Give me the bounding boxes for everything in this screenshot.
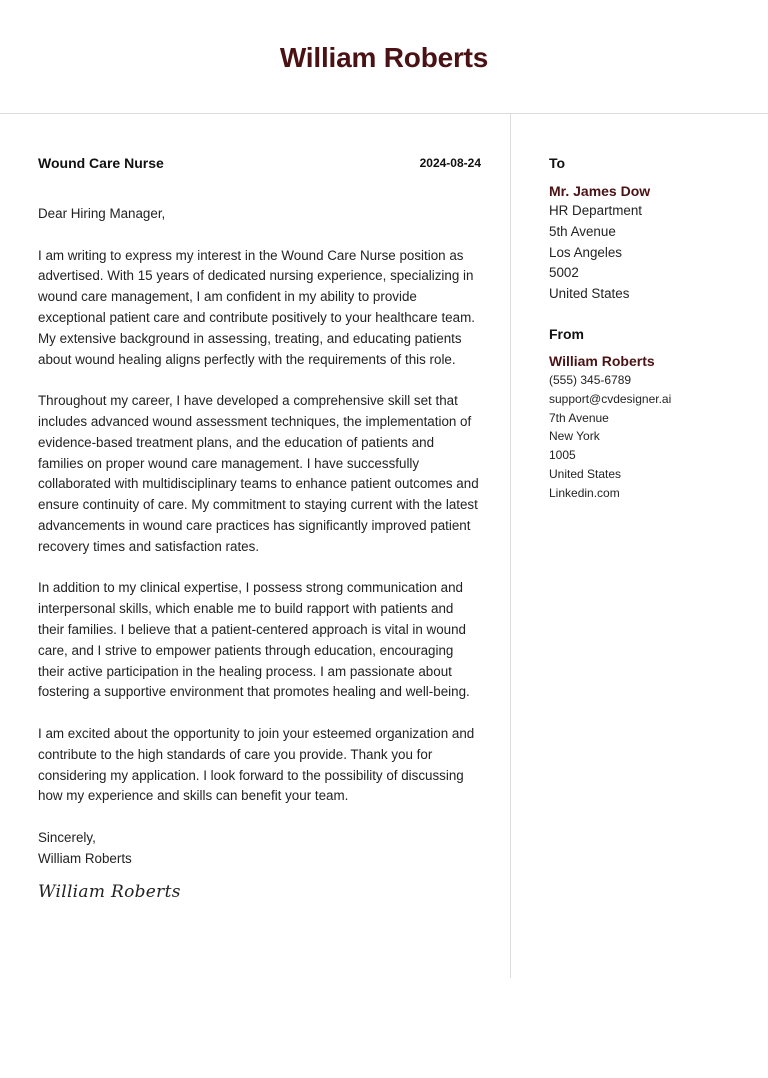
page-header	[0, 0, 768, 114]
sidebar	[549, 152, 759, 503]
paragraph-intro: I am writing to express my interest in the Wound Care Nurse position as advertised. With 15 years of dedicated nursing experience, specializing in wound care management, I am confident in my ability to provide exceptional patient care and contribute positively to your healthcare team. My extensive background in assessing, treating, and educating patients about wound healing aligns perfectly with the requirements of this role.	[38, 247, 475, 367]
sender-name: William Roberts	[549, 352, 655, 369]
closing-name: William Roberts	[38, 850, 132, 866]
sender-street: 7th Avenue	[549, 410, 609, 425]
paragraph-interpersonal: In addition to my clinical expertise, I possess strong communication and interpersonal skills, which enable me to build rapport with patients and their families. I believe that a patient-centered approach is vital in wound care, and I strive to empower patients through education, encouraging their active participation in the healing process. I am passionate about fostering a supportive environment that promotes healing and well-being.	[38, 580, 470, 700]
sender-zip: 1005	[549, 448, 576, 463]
paragraph-skills: Throughout my career, I have developed a comprehensive skill set that includes advanced wound assessment techniques, the implementation of evidence-based treatment plans, and the education of patients and families on proper wound care management. I have successfully collaborated with multidisciplinary teams to enhance patient outcomes and ensure continuity of care. My commitment to staying current with the latest advancements in wound care practices has significantly improved patient recovery times and satisfaction rates.	[38, 393, 479, 554]
sender-city: New York	[549, 429, 600, 444]
letter-paragraphs	[38, 246, 481, 808]
recipient-country: United States	[549, 286, 630, 302]
sender-heading: From	[549, 325, 584, 342]
sender-website: Linkedin.com	[549, 485, 620, 500]
greeting: Dear Hiring Manager,	[38, 206, 166, 221]
job-title: Wound Care Nurse	[38, 155, 164, 171]
sender-country: United States	[549, 466, 622, 481]
recipient-name: Mr. James Dow	[549, 183, 651, 199]
recipient-city: Los Angeles	[549, 244, 622, 260]
recipient-block	[549, 152, 759, 305]
letter-body	[38, 152, 481, 902]
applicant-name-title: William Roberts	[279, 42, 489, 73]
recipient-heading: To	[549, 155, 566, 171]
letter-meta-row	[38, 152, 481, 174]
closing-block	[38, 828, 481, 870]
recipient-zip: 5002	[549, 265, 579, 281]
letter-date: 2024-08-24	[419, 156, 481, 170]
column-divider	[510, 114, 511, 978]
recipient-street: 5th Avenue	[549, 223, 616, 239]
closing-salutation: Sincerely,	[38, 829, 96, 845]
recipient-department: HR Department	[549, 203, 643, 218]
sender-phone: (555) 345-6789	[549, 372, 632, 387]
sender-email: support@cvdesigner.ai	[549, 391, 672, 406]
sender-block	[549, 323, 759, 503]
paragraph-closing: I am excited about the opportunity to join your esteemed organization and contribute to the high standards of care you provide. Thank you for considering my application. I look forward to the possibility of discussing how my experience and skills can benefit your team.	[38, 725, 475, 804]
signature: William Roberts	[38, 881, 181, 902]
